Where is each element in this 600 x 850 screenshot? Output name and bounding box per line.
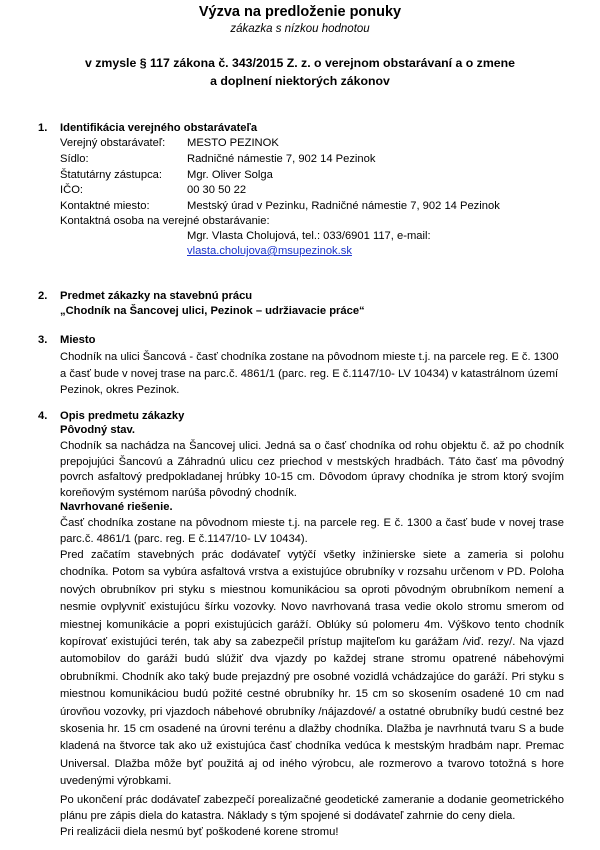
document-title: Výzva na predloženie ponuky <box>198 4 402 20</box>
text-line: chodníka. Potom sa vybúra asfaltová vrstva a existujúce obrubníky v rozsahu určenom v PD. Poloha <box>60 566 564 579</box>
text-line: plánu pre zápis diela do katastra. Náklady s tým spojené si dodávateľ zahrnie do ceny diela. <box>60 810 516 823</box>
text-line: automobilov do garáži budú slúžiť dva vjazdy po každej strane stromu opatrené nábehovými <box>60 653 564 666</box>
section-3-heading: Miesto <box>60 334 96 346</box>
field-label: Sídlo: <box>60 153 89 165</box>
text-line: Po ukončení prác dodávateľ zabezpečí porealizačné geodetické zameranie a dodanie geometrického <box>60 794 564 806</box>
text-line: kopírovať existujúci terén, tak aby sa zabezpečil prístup majiteľom ku garážam /viď. rezy/. Na vjazd <box>60 635 564 648</box>
field-value: 00 30 50 22 <box>187 184 247 196</box>
law-reference-line-2: a doplnení niektorých zákonov <box>210 74 390 88</box>
text-line: miestnou komunikáciou budú požité cestné obrubníky hr. 15 cm so skosením osadené 10 cm nad <box>60 688 564 701</box>
text-line: skosenia hr. 15 cm osadené na úrovni terénu a dlažby chodníka. Dlažba je navrhnutá tvaru S a bude <box>60 722 564 735</box>
text-line: koreňovým systémom narúša pôvodný chodník. <box>60 486 297 499</box>
text-line: Chodník sa nachádza na Šancovej ulici. Jedná sa o časť chodníka od rohu objektu č. až po chodník <box>60 440 564 452</box>
text-line: nesmie ovplyvniť existujúcu šírku vozovky. Novo navrhovaná trasa vedie okolo stromu smerom od <box>60 601 564 614</box>
document-subtitle: zákazka s nízkou hodnotou <box>230 23 370 35</box>
section-4-number: 4. <box>38 410 48 422</box>
text-line: uvedenými výrobkami. <box>60 775 172 788</box>
text-line: úrovňou vozovky, pri vjazdoch nábehové obrubníky /nájazdové/ a ostatné obrubníky budú cestné bez <box>60 705 564 718</box>
section-1-heading: Identifikácia verejného obstarávateľa <box>60 122 258 134</box>
section-1-number: 1. <box>38 122 48 134</box>
tree-roots-warning: Pri realizácii diela nesmú byť poškodené korene stromu! <box>60 826 339 838</box>
field-label: Štatutárny zástupca: <box>60 169 162 181</box>
contact-person-label: Kontaktná osoba na verejné obstarávanie: <box>60 215 270 227</box>
text-line: povrch asfaltový predpokladanej hrúbky 10-15 cm. Dôvodom úpravy chodníka je strom ktorý svojím <box>60 471 564 484</box>
text-line: nových obrubníkov pri styku s miestnou komunikáciou sa oproti pôvodným obrubníkom nemení a <box>60 583 564 596</box>
text-line: Universal. Dlažba môže byť použitá aj od iného výrobcu, ale rozmerovo a tvarovo totožná s hore <box>60 757 564 770</box>
field-label: IČO: <box>60 184 83 196</box>
text-line: Časť chodníka zostane na pôvodnom mieste t.j. na parcele reg. E č. 1300 a časť bude v novej trase <box>60 517 564 529</box>
original-state-heading: Pôvodný stav. <box>60 424 136 436</box>
field-value: MESTO PEZINOK <box>187 137 279 149</box>
section-4-heading: Opis predmetu zákazky <box>60 410 185 422</box>
original-state-paragraph <box>60 439 564 501</box>
section-3-number: 3. <box>38 334 48 346</box>
text-line: a časť bude v novej trase na parc.č. 4861/1 (parc. reg. E č.1147/10- LV 10434) v katastrálnom území <box>60 367 559 380</box>
contact-person-value: Mgr. Vlasta Cholujová, tel.: 033/6901 117, e-mail: <box>187 230 431 242</box>
field-label: Kontaktné miesto: <box>60 200 150 212</box>
text-line: kladená na štvorce tak ako už existujúca časť chodníka vedúca k mestským hradbám napr. Premac <box>60 740 564 753</box>
section-2-number: 2. <box>38 290 48 302</box>
text-line: parc.č. 4861/1 (parc. reg. E č.1147/10- LV 10434). <box>60 532 308 545</box>
field-value: Radničné námestie 7, 902 14 Pezinok <box>187 153 376 165</box>
text-line: Pred začatím stavebných prác dodávateľ vytýčí všetky inžinierske siete a zameria si polohu <box>60 549 564 561</box>
proposed-solution-heading: Navrhované riešenie. <box>60 501 173 513</box>
text-line: Chodník na ulici Šancová - časť chodníka zostane na pôvodnom mieste t.j. na parcele reg. E č. 1300 <box>60 351 559 363</box>
construction-description-paragraph <box>60 547 564 790</box>
contact-email-link[interactable]: vlasta.cholujova@msupezinok.sk <box>187 245 352 257</box>
text-line: prepojujúci Šancovú a Záhradnú ulicu cez priechod v mestských hradbách. Táto časť ma pôvodný <box>60 455 564 468</box>
field-value: Mgr. Oliver Solga <box>187 169 273 181</box>
section-2-heading: Predmet zákazky na stavebnú prácu <box>60 290 253 302</box>
contract-subject: „Chodník na Šancovej ulici, Pezinok – udržiavacie práce“ <box>60 305 365 317</box>
field-value: Mestský úrad v Pezinku, Radničné námestie 7, 902 14 Pezinok <box>187 200 500 212</box>
completion-paragraph <box>60 792 564 824</box>
text-line: obrubníkmi. Chodník ako taký bude prejazdný pre osobné vozidlá vchádzajúce do garáží. Pri styku s <box>60 670 564 683</box>
proposed-solution-paragraph <box>60 516 564 547</box>
location-paragraph <box>60 349 564 399</box>
law-reference-line-1: v zmysle § 117 zákona č. 343/2015 Z. z. o verejnom obstarávaní a o zmene <box>85 56 515 70</box>
field-label: Verejný obstarávateľ: <box>60 137 166 149</box>
text-line: miestnej komunikácie a popri existujúcich garáží. Oblúky sú polomeru 4m. Výškovo tento chodník <box>60 618 564 631</box>
text-line: Pezinok, okres Pezinok. <box>60 384 180 397</box>
